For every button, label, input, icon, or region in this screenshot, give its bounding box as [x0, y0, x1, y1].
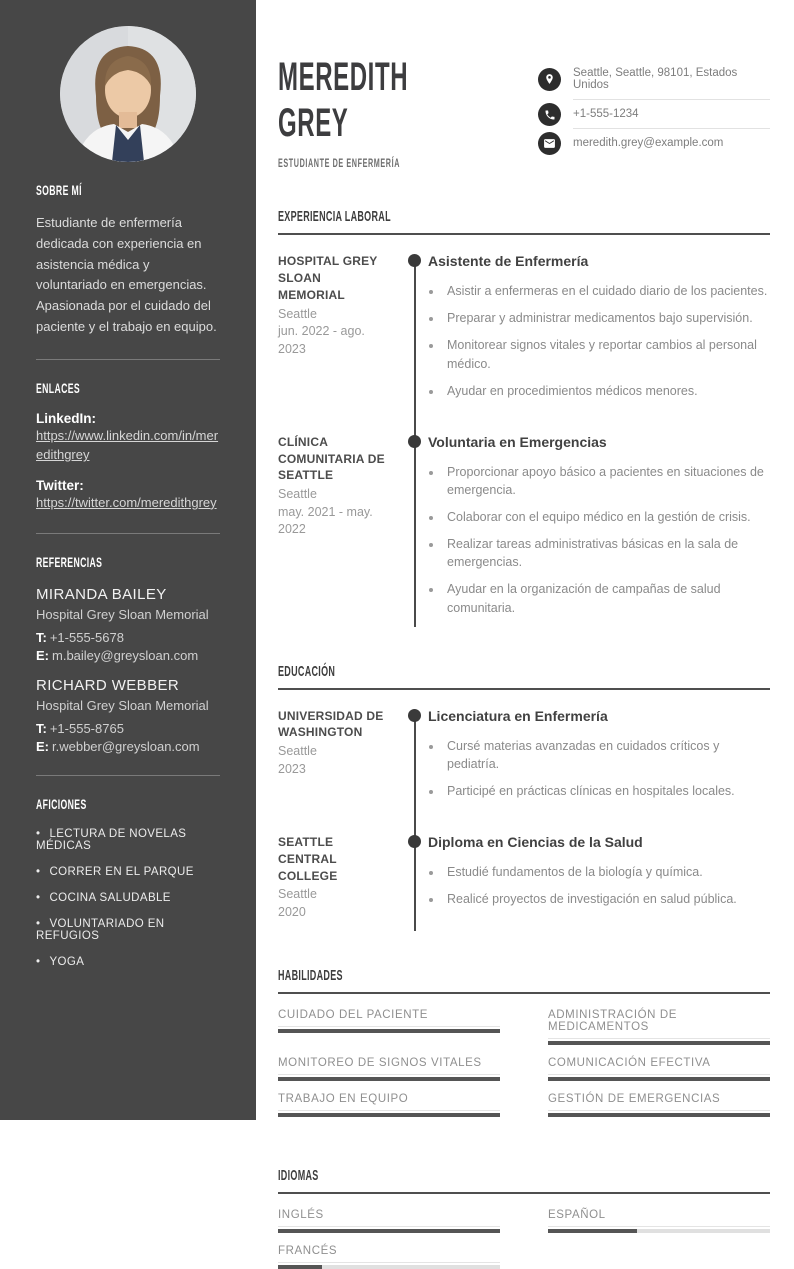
school-city: Seattle: [278, 744, 317, 759]
degree-bullet: • Participé en prácticas clínicas en hospitales locales.: [443, 782, 770, 800]
profile-photo-illustration: [60, 26, 196, 162]
about-section: [36, 182, 220, 338]
reference-email: [36, 739, 220, 754]
links-section: [36, 380, 220, 513]
language-item: [548, 1209, 770, 1233]
language-item: [278, 1245, 500, 1269]
identity-block: [278, 55, 528, 170]
references-section: [36, 554, 220, 754]
reference-card: [36, 586, 220, 663]
phone-value: +1-555-5678: [49, 630, 124, 646]
role-bullet-list: [428, 282, 770, 400]
language-item: [278, 1209, 500, 1233]
envelope-icon: [538, 132, 561, 155]
contact-row-email: [538, 129, 770, 157]
degree-bullet-list: [428, 737, 770, 800]
reference-name: RICHARD WEBBER: [36, 677, 180, 695]
role-bullet: • Realizar tareas administrativas básicas en la sala de emergencias.: [443, 535, 770, 571]
degree-bullet-list: [428, 863, 770, 908]
hobby-item: • YOGA: [36, 956, 220, 968]
language-bar-fill: [548, 1229, 637, 1233]
timeline-dot: [408, 435, 421, 448]
sidebar: [0, 0, 256, 1120]
contact-location: Seattle, Seattle, 98101, Estados Unidos: [573, 59, 770, 100]
graduation-year: 2023: [278, 761, 306, 776]
skill-bar: [548, 1077, 770, 1081]
job-title: ESTUDIANTE DE ENFERMERÍA: [278, 156, 401, 171]
phone-label: T:: [36, 630, 47, 646]
skill-bar-fill: [548, 1041, 770, 1045]
language-label: ESPAÑOL: [548, 1209, 770, 1227]
email-value: r.webber@greysloan.com: [52, 739, 200, 755]
experience-entry: [278, 434, 770, 617]
skill-label: GESTIÓN DE EMERGENCIAS: [548, 1093, 770, 1111]
language-bar: [278, 1265, 500, 1269]
hobby-item: • COCINA SALUDABLE: [36, 892, 220, 904]
skill-item: [548, 1093, 770, 1117]
skill-bar: [278, 1113, 500, 1117]
role-title: Voluntaria en Emergencias: [428, 433, 607, 450]
education-entry-body: [428, 708, 770, 800]
skill-bar-fill: [548, 1077, 770, 1081]
linkedin-link[interactable]: https://www.linkedin.com/in/meredithgrey: [36, 427, 219, 463]
skill-label: CUIDADO DEL PACIENTE: [278, 1009, 500, 1027]
contact-phone: +1-555-1234: [573, 100, 770, 129]
language-bar: [548, 1229, 770, 1233]
skill-item: [548, 1009, 770, 1045]
education-entry-meta: [278, 834, 388, 921]
skill-item: [278, 1009, 500, 1045]
links-title: ENLACES: [36, 379, 81, 396]
employment-dates: jun. 2022 - ago. 2023: [278, 324, 365, 356]
location-pin-icon: [538, 68, 561, 91]
role-bullet-list: [428, 463, 770, 617]
reference-organization: Hospital Grey Sloan Memorial: [36, 607, 209, 623]
timeline-dot: [408, 709, 421, 722]
timeline-dot: [408, 835, 421, 848]
employment-dates: may. 2021 - may. 2022: [278, 504, 373, 537]
skill-label: COMUNICACIÓN EFECTIVA: [548, 1057, 770, 1075]
role-bullet: • Preparar y administrar medicamentos bajo supervisión.: [443, 309, 770, 327]
phone-icon: [538, 103, 561, 126]
education-section: [278, 663, 770, 926]
education-entry: [278, 834, 770, 921]
language-label: INGLÉS: [278, 1209, 500, 1227]
role-bullet: • Asistir a enfermeras en el cuidado diario de los pacientes.: [443, 282, 770, 300]
contact-row-location: [538, 59, 770, 100]
skill-label: MONITOREO DE SIGNOS VITALES: [278, 1057, 500, 1075]
degree-bullet: • Realicé proyectos de investigación en salud pública.: [443, 890, 770, 908]
school-city: Seattle: [278, 887, 317, 902]
link-item-twitter: [36, 478, 220, 513]
languages-section: [278, 1167, 770, 1269]
experience-entries: [278, 253, 770, 621]
language-bar-fill: [278, 1265, 322, 1269]
experience-section: [278, 208, 770, 621]
experience-heading-text: EXPERIENCIA LABORAL: [278, 208, 391, 226]
company-city: Seattle: [278, 487, 317, 502]
skills-grid: [278, 1009, 770, 1117]
role-bullet: • Colaborar con el equipo médico en la gestión de crisis.: [443, 508, 770, 526]
skill-bar: [548, 1041, 770, 1045]
skill-label: TRABAJO EN EQUIPO: [278, 1093, 500, 1111]
profile-photo: [60, 26, 196, 162]
company-name: HOSPITAL GREY SLOAN MEMORIAL: [278, 254, 378, 302]
hobby-item: • CORRER EN EL PARQUE: [36, 866, 220, 878]
language-bar-fill: [278, 1229, 500, 1233]
skill-bar: [278, 1029, 500, 1033]
skills-heading: [278, 967, 770, 994]
link-item-linkedin: [36, 411, 220, 465]
hobbies-title: AFICIONES: [36, 796, 87, 813]
school-name: SEATTLE CENTRAL COLLEGE: [278, 835, 338, 883]
skill-bar: [548, 1113, 770, 1117]
reference-email: [36, 648, 220, 663]
email-label: E:: [36, 648, 49, 664]
role-title: Asistente de Enfermería: [428, 253, 589, 270]
experience-entry-meta: [278, 434, 388, 617]
experience-entry-meta: [278, 253, 388, 400]
education-heading: [278, 663, 770, 690]
skill-bar-fill: [278, 1029, 500, 1033]
education-entry-body: [428, 834, 770, 921]
reference-name: MIRANDA BAILEY: [36, 586, 167, 604]
degree-bullet: • Cursé materias avanzadas en cuidados críticos y pediatría.: [443, 737, 770, 773]
skill-item: [278, 1057, 500, 1081]
email-label: E:: [36, 739, 49, 755]
languages-heading: [278, 1167, 770, 1194]
skill-bar-fill: [278, 1113, 500, 1117]
language-label: FRANCÉS: [278, 1245, 500, 1263]
experience-entry-body: [428, 253, 770, 400]
skill-item: [548, 1057, 770, 1081]
degree-title: Licenciatura en Enfermería: [428, 707, 608, 724]
education-entry: [278, 708, 770, 800]
role-bullet: • Monitorear signos vitales y reportar cambios al personal médico.: [443, 336, 770, 372]
contact-row-phone: [538, 100, 770, 129]
sidebar-divider: [36, 359, 220, 360]
reference-organization: Hospital Grey Sloan Memorial: [36, 698, 209, 714]
phone-value: +1-555-8765: [49, 721, 124, 737]
hobbies-section: [36, 796, 220, 968]
person-name: MEREDITH GREY: [278, 55, 409, 145]
hobby-list: [36, 828, 220, 968]
phone-label: T:: [36, 721, 47, 737]
company-city: Seattle: [278, 306, 317, 321]
main-content: [256, 0, 794, 1258]
skill-label: ADMINISTRACIÓN DE MEDICAMENTOS: [548, 1009, 770, 1039]
experience-entry: [278, 253, 770, 400]
resume-header: [278, 55, 770, 170]
about-text: Estudiante de enfermería dedicada con experiencia en asistencia médica y voluntariado en emergencias. Apasionada por el cuidado del paciente y el trabajo en equipo.: [36, 215, 217, 334]
reference-card: [36, 677, 220, 754]
skill-bar: [278, 1077, 500, 1081]
role-bullet: • Ayudar en la organización de campañas de salud comunitaria.: [443, 580, 770, 616]
languages-heading-text: IDIOMAS: [278, 1167, 319, 1185]
hobby-item: • VOLUNTARIADO EN REFUGIOS: [36, 918, 220, 942]
role-bullet: • Ayudar en procedimientos médicos menores.: [443, 382, 770, 400]
skill-item: [278, 1093, 500, 1117]
twitter-label: Twitter:: [36, 477, 84, 493]
experience-heading: [278, 208, 770, 235]
sidebar-divider: [36, 775, 220, 776]
contact-block: [538, 59, 770, 170]
hobby-item: • LECTURA DE NOVELAS MÉDICAS: [36, 828, 220, 852]
degree-title: Diploma en Ciencias de la Salud: [428, 834, 643, 851]
references-title: REFERENCIAS: [36, 554, 103, 571]
education-entry-meta: [278, 708, 388, 800]
languages-grid: [278, 1209, 770, 1269]
about-title: SOBRE MÍ: [36, 182, 82, 198]
education-entries: [278, 708, 770, 926]
skills-heading-text: HABILIDADES: [278, 967, 343, 985]
skills-section: [278, 967, 770, 1117]
contact-email: meredith.grey@example.com: [573, 137, 724, 149]
language-bar: [278, 1229, 500, 1233]
twitter-link[interactable]: https://twitter.com/meredithgrey: [36, 494, 217, 510]
skill-bar-fill: [548, 1113, 770, 1117]
skill-bar-fill: [278, 1077, 500, 1081]
company-name: CLÍNICA COMUNITARIA DE SEATTLE: [278, 434, 385, 483]
linkedin-label: LinkedIn:: [36, 410, 96, 426]
role-bullet: • Proporcionar apoyo básico a pacientes en situaciones de emergencia.: [443, 463, 770, 499]
timeline-dot: [408, 254, 421, 267]
email-value: m.bailey@greysloan.com: [52, 648, 199, 664]
degree-bullet: • Estudié fundamentos de la biología y química.: [443, 863, 770, 881]
school-name: UNIVERSIDAD DE WASHINGTON: [278, 708, 384, 740]
sidebar-divider: [36, 533, 220, 534]
graduation-year: 2020: [278, 904, 306, 919]
reference-phone: [36, 721, 220, 736]
reference-phone: [36, 630, 220, 645]
experience-entry-body: [428, 434, 770, 617]
education-heading-text: EDUCACIÓN: [278, 662, 336, 680]
